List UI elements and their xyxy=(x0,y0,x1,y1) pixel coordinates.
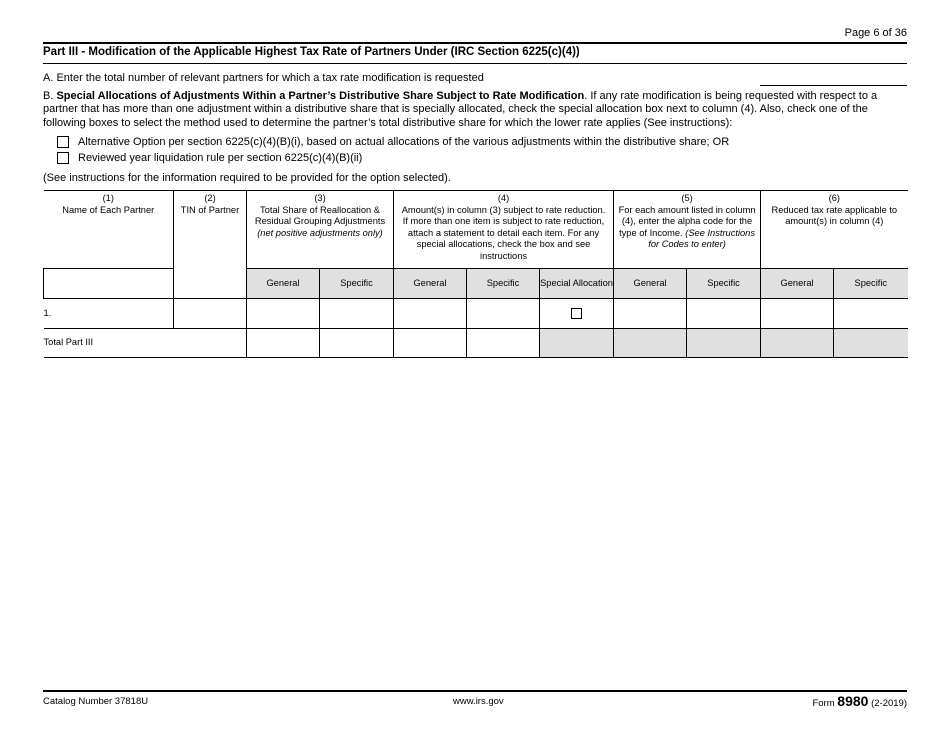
col6-header xyxy=(761,191,908,269)
line-a-label: A. Enter the total number of relevant partners for which a tax rate modification is requested xyxy=(43,72,484,84)
col3-general-header: General xyxy=(247,269,320,299)
row1-col6-general[interactable] xyxy=(761,299,834,329)
col5-note: (See Instructions for Codes to enter) xyxy=(648,227,755,249)
col5-title: For each amount listed in column (4), enter the alpha code for the type of Income. xyxy=(618,204,756,238)
reviewed-year-label: Reviewed year liquidation rule per section 6225(c)(4)(B)(ii) xyxy=(78,152,363,164)
col3-note: (net positive adjustments only) xyxy=(257,227,383,238)
line-b-label: B. xyxy=(43,90,54,102)
see-instructions-note: (See instructions for the information required to be provided for the option selected). xyxy=(43,172,451,184)
total-col4-general[interactable] xyxy=(394,329,467,358)
col4-header xyxy=(394,191,614,269)
title-rule xyxy=(43,63,907,64)
row1-label: 1. xyxy=(43,307,52,318)
line-b-body: . If any rate modification is being requested with respect to a partner that has more than one adjustment within a distributive share that is specially allocated, check the special allocation box next to column (4). Also, check one of the following boxes to select the method used to determine the partner’s total distributive share for which the lower rate applies (See instructions): xyxy=(43,90,878,129)
col6-general-header: General xyxy=(761,269,834,299)
col4-general-header: General xyxy=(394,269,467,299)
relevant-partners-count-field[interactable] xyxy=(760,85,907,86)
line-b-heading: Special Allocations of Adjustments Within a Partner’s Distributive Share Subject to Rate Modification xyxy=(56,90,585,102)
col5-specific-header: Specific xyxy=(687,269,761,299)
row1-col5-general[interactable] xyxy=(614,299,687,329)
row1-special-allocation-cell xyxy=(540,299,614,329)
total-label: Total Part III xyxy=(44,329,247,358)
form-number: 8980 xyxy=(837,693,869,709)
col3-number: (3) xyxy=(314,193,326,203)
col5-general-header: General xyxy=(614,269,687,299)
alternative-option-checkbox[interactable] xyxy=(57,136,69,148)
total-row xyxy=(44,329,908,358)
col1-sub-blank xyxy=(44,269,174,299)
option-alternative xyxy=(57,136,729,148)
part-title: Part III - Modification of the Applicable Highest Tax Rate of Partners Under (IRC Section 6225(c)(4)) xyxy=(43,46,580,58)
row1-partner-name[interactable] xyxy=(44,299,174,329)
row1-col5-specific[interactable] xyxy=(687,299,761,329)
alternative-option-label: Alternative Option per section 6225(c)(4)(B)(i), based on actual allocations of the various adjustments within the distributive share; OR xyxy=(78,136,730,148)
col4-number: (4) xyxy=(497,193,510,203)
col1-number: (1) xyxy=(102,193,114,203)
special-allocation-checkbox[interactable] xyxy=(571,308,582,319)
partner-rate-table xyxy=(43,190,908,358)
row1-tin[interactable] xyxy=(174,299,247,329)
row1-col4-specific[interactable] xyxy=(467,299,540,329)
col6-specific-header: Specific xyxy=(834,269,908,299)
table-row xyxy=(44,299,908,329)
col5-header xyxy=(614,191,761,269)
col4-title: Amount(s) in column (3) subject to rate reduction. If more than one item is subject to rate reduction, attach a statement to detail each item. For any special allocations, check the box and see instructions xyxy=(401,204,606,261)
total-special-allocation-shaded xyxy=(540,329,614,358)
total-col5-specific-shaded xyxy=(687,329,761,358)
col5-number: (5) xyxy=(681,193,693,203)
total-col3-specific[interactable] xyxy=(320,329,394,358)
irs-website: www.irs.gov xyxy=(453,696,504,707)
form-revision: (2-2019) xyxy=(871,698,907,709)
footer-rule xyxy=(43,690,907,692)
total-col4-specific[interactable] xyxy=(467,329,540,358)
col3-specific-header: Specific xyxy=(320,269,394,299)
row1-col6-specific[interactable] xyxy=(834,299,908,329)
col2-title: TIN of Partner xyxy=(180,204,240,215)
option-reviewed-year xyxy=(57,152,362,164)
col1-title: Name of Each Partner xyxy=(62,204,155,215)
col1-header xyxy=(44,191,174,269)
form-prefix: Form xyxy=(812,698,835,709)
row1-col4-general[interactable] xyxy=(394,299,467,329)
page-number: Page 6 of 36 xyxy=(844,27,907,39)
total-col6-general-shaded xyxy=(761,329,834,358)
catalog-number: Catalog Number 37818U xyxy=(43,696,149,707)
row1-col3-general[interactable] xyxy=(247,299,320,329)
col6-title: Reduced tax rate applicable to amount(s) in column (4) xyxy=(771,204,898,226)
reviewed-year-checkbox[interactable] xyxy=(57,152,69,164)
total-col6-specific-shaded xyxy=(834,329,908,358)
total-col3-general[interactable] xyxy=(247,329,320,358)
form-identifier xyxy=(812,693,907,709)
col2-number: (2) xyxy=(204,193,216,203)
col4-special-allocation-header: Special Allocation xyxy=(540,269,614,299)
total-col5-general-shaded xyxy=(614,329,687,358)
col4-specific-header: Specific xyxy=(467,269,540,299)
col3-title: Total Share of Reallocation & Residual Grouping Adjustments xyxy=(254,204,386,226)
col2-header xyxy=(174,191,247,299)
header-rule xyxy=(43,42,907,44)
col3-header xyxy=(247,191,394,269)
col6-number: (6) xyxy=(828,193,840,203)
row1-col3-specific[interactable] xyxy=(320,299,394,329)
line-b-text xyxy=(43,90,909,130)
